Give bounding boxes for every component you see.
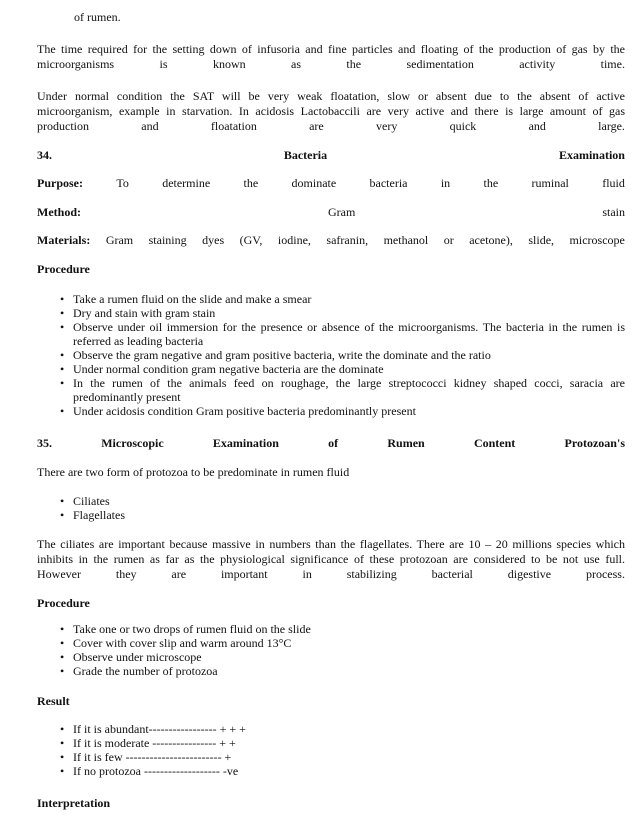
list-item: • Grade the number of protozoa [37,664,625,678]
normal-paragraph-line-3: production and floatation are very quick and large. [37,119,625,133]
protozoa-procedure-heading: Procedure [37,596,90,610]
list-item: • Take one or two drops of rumen fluid on the slide [37,622,625,636]
list-item: • Dry and stain with gram stain [37,306,625,320]
list-item: • Cover with cover slip and warm around 13°C [37,636,625,650]
ciliates-paragraph-line-2: inhibits in the rumen as far as the physiological significance of these protozoan are considered to be not use full. [37,552,625,566]
list-item: • Flagellates [37,508,625,522]
sat-paragraph-line-1: The time required for the setting down of infusoria and fine particles and floating of the production of gas by the [37,42,625,56]
list-item: • Observe under oil immersion for the presence or absence of the microorganisms. The bacteria in the rumen is referred as leading bacteria [37,320,625,348]
section-35-heading: 35. Microscopic Examination of Rumen Content Protozoan's [37,436,625,450]
list-item: • Observe under microscope [37,650,625,664]
normal-paragraph-line-2: microorganism, example in starvation. In acidosis Lactobaccili are very active and there is large amount of gas [37,104,625,118]
continued-text: of rumen. [74,10,121,24]
interpretation-heading: Interpretation [37,796,111,810]
result-list [37,722,625,778]
list-item: • If it is abundant----------------- + + + [37,722,625,736]
protozoa-procedure-list [37,622,625,678]
list-item: • Ciliates [37,494,625,508]
ciliates-paragraph-line-1: The ciliates are important because massive in numbers than the flagellates. There are 10 – 20 millions species which [37,537,625,551]
protozoa-intro: There are two form of protozoa to be predominate in rumen fluid [37,465,350,479]
ciliates-paragraph-line-3: However they are important in stabilizing bacterial digestive process. [37,567,625,581]
list-item: • Take a rumen fluid on the slide and make a smear [37,292,625,306]
sat-paragraph-line-2: microorganisms is known as the sedimentation activity time. [37,57,625,71]
bacteria-procedure-list [37,292,625,418]
section-34-heading: 34. Bacteria Examination [37,148,625,162]
list-item: • Observe the gram negative and gram positive bacteria, write the dominate and the ratio [37,348,625,362]
list-item: • In the rumen of the animals feed on roughage, the large streptococci kidney shaped cocci, saracia are predominantly present [37,376,625,404]
procedure-heading: Procedure [37,262,90,276]
purpose-line: Purpose: To determine the dominate bacteria in the ruminal fluid [37,176,625,190]
list-item: • If no protozoa ------------------- -ve [37,764,625,778]
list-item: • If it is few ------------------------ + [37,750,625,764]
protozoa-forms-list [37,494,625,522]
normal-paragraph-line-1: Under normal condition the SAT will be very weak floatation, slow or absent due to the absent of active [37,89,625,103]
list-item: • If it is moderate ---------------- + + [37,736,625,750]
method-line: Method: Gram stain [37,205,625,219]
list-item: • Under acidosis condition Gram positive bacteria predominantly present [37,404,625,418]
list-item: • Under normal condition gram negative bacteria are the dominate [37,362,625,376]
materials-line: Materials: Gram staining dyes (GV, iodine, safranin, methanol or acetone), slide, microscope [37,233,625,247]
result-heading: Result [37,694,70,708]
